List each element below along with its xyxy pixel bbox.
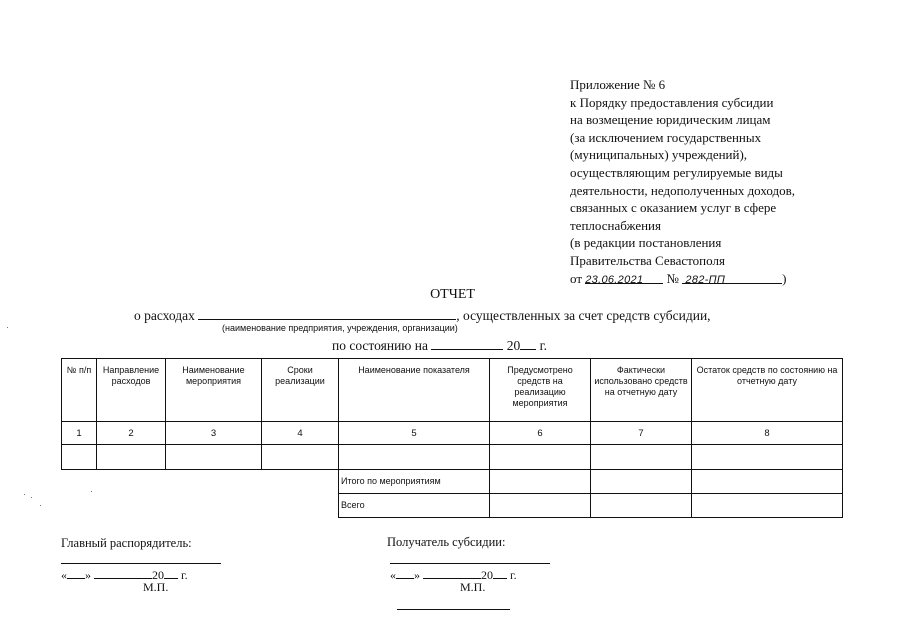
day-field[interactable] [396, 565, 414, 579]
appendix-line: Правительства Севастополя [570, 252, 725, 268]
table-cell[interactable] [97, 445, 166, 470]
table-row [62, 445, 843, 470]
as-of-prefix: по состоянию на [332, 338, 428, 353]
appendix-line: связанных с оказанием услуг в сфере [570, 200, 777, 216]
table-cell[interactable] [490, 445, 591, 470]
left-date-line [61, 565, 188, 583]
table-cell[interactable] [166, 445, 262, 470]
table-cell[interactable] [339, 445, 490, 470]
header-cell: Наименование мероприятия [166, 359, 262, 422]
quote-open: « [390, 568, 396, 582]
table-cell[interactable] [692, 470, 843, 494]
right-stamp: М.П. [460, 580, 486, 594]
year-field[interactable] [493, 565, 507, 579]
date-field [585, 270, 663, 284]
year-suffix: г. [539, 338, 547, 353]
scan-speck [40, 505, 41, 506]
table-cell[interactable] [490, 494, 591, 518]
number-sign: № [666, 270, 679, 286]
column-number: 7 [591, 422, 692, 445]
left-stamp: М.П. [143, 580, 169, 594]
scan-speck [24, 494, 25, 495]
year-prefix: 20 [481, 568, 493, 582]
column-number: 2 [97, 422, 166, 445]
total-all-row [62, 494, 843, 518]
header-row [62, 359, 843, 422]
header-cell: Наименование показателя [339, 359, 490, 422]
year-prefix: 20 [506, 338, 521, 353]
expenses-prefix: о расходах [134, 308, 195, 323]
closing-paren: ) [782, 270, 787, 286]
right-signature-line[interactable] [390, 563, 550, 564]
table-cell[interactable] [591, 445, 692, 470]
column-number: 5 [339, 422, 490, 445]
left-signature-line[interactable] [61, 563, 221, 564]
date-prefix: от [570, 270, 583, 286]
right-signature-title: Получатель субсидии: [387, 535, 506, 549]
report-title: ОТЧЕТ [430, 287, 475, 302]
bottom-signature-line[interactable] [397, 609, 510, 610]
column-number: 6 [490, 422, 591, 445]
column-number: 1 [62, 422, 97, 445]
day-field[interactable] [67, 565, 85, 579]
appendix-line: к Порядку предоставления субсидии [570, 94, 774, 110]
table-cell[interactable] [62, 445, 97, 470]
table-cell[interactable] [262, 445, 339, 470]
table-cell[interactable] [591, 470, 692, 494]
appendix-line: (в редакции постановления [570, 235, 722, 251]
appendix-line: деятельности, недополученных доходов, [570, 182, 795, 198]
header-cell: Остаток средств по состоянию на отчетную дату [692, 359, 843, 422]
expenses-line [134, 306, 711, 324]
organization-hint: (наименование предприятия, учреждения, организации) [222, 323, 458, 333]
total-events-row [62, 470, 843, 494]
table-cell[interactable] [692, 494, 843, 518]
year-field[interactable] [164, 565, 178, 579]
month-field[interactable] [94, 565, 152, 579]
total-events-label: Итого по мероприятиям [339, 470, 490, 494]
appendix-date-line [570, 270, 795, 288]
appendix-block [570, 76, 795, 287]
header-cell: Сроки реализации [262, 359, 339, 422]
header-cell: Предусмотрено средств на реализацию мероприятия [490, 359, 591, 422]
year-field[interactable] [520, 336, 536, 350]
handwritten-date: 23.06.2021 [585, 273, 644, 286]
quote-close: » [85, 568, 91, 582]
scan-speck [31, 497, 32, 498]
year-suffix: г. [181, 568, 188, 582]
header-cell: Направление расходов [97, 359, 166, 422]
as-of-line [332, 336, 547, 354]
spacer-cell [62, 470, 339, 494]
year-prefix: 20 [152, 568, 164, 582]
appendix-line: (муниципальных) учреждений), [570, 147, 748, 163]
quote-close: » [414, 568, 420, 582]
scan-speck [91, 491, 92, 492]
column-number: 4 [262, 422, 339, 445]
column-number: 3 [166, 422, 262, 445]
scan-speck [7, 327, 8, 328]
appendix-line: (за исключением государственных [570, 129, 762, 145]
expenses-suffix: , осуществленных за счет средств субсидии, [456, 308, 711, 323]
as-of-date-field[interactable] [431, 336, 503, 350]
organization-field[interactable] [198, 306, 456, 320]
table-cell[interactable] [591, 494, 692, 518]
appendix-line: на возмещение юридическим лицам [570, 112, 771, 128]
report-table [61, 358, 843, 518]
appendix-line: Приложение № 6 [570, 77, 666, 92]
quote-open: « [61, 568, 67, 582]
right-date-line [390, 565, 517, 583]
number-field [682, 270, 782, 284]
year-suffix: г. [510, 568, 517, 582]
appendix-line: теплоснабжения [570, 217, 661, 233]
total-all-label: Всего [339, 494, 490, 518]
table-cell[interactable] [692, 445, 843, 470]
column-number: 8 [692, 422, 843, 445]
appendix-line: осуществляющим регулируемые виды [570, 164, 783, 180]
header-cell: № п/п [62, 359, 97, 422]
left-signature-title: Главный распорядитель: [61, 536, 192, 550]
number-row [62, 422, 843, 445]
month-field[interactable] [423, 565, 481, 579]
header-cell: Фактически использовано средств на отчетную дату [591, 359, 692, 422]
spacer-cell [62, 494, 339, 518]
handwritten-number: 282-ПП [685, 273, 726, 286]
table-cell[interactable] [490, 470, 591, 494]
